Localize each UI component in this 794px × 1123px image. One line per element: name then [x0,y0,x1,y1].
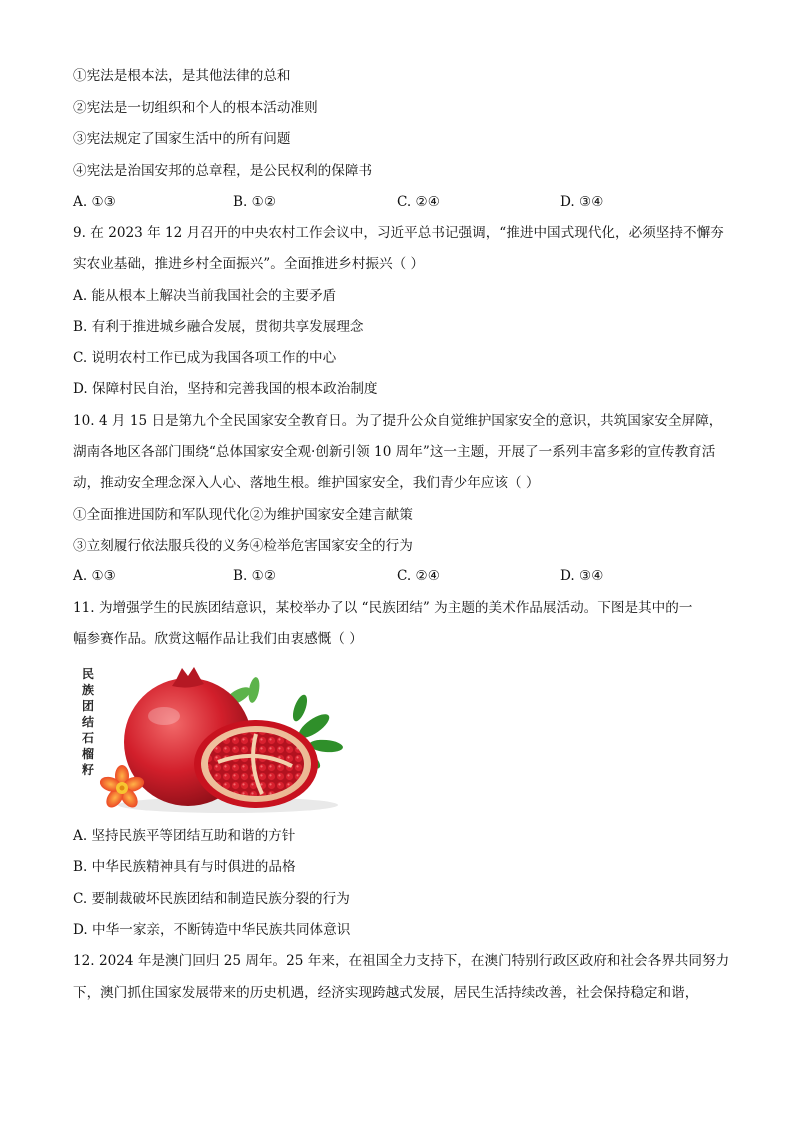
q9-option-b: B. 有利于推进城乡融合发展，贯彻共享发展理念 [73,319,364,335]
q10-option-a: A. ①③ [73,568,116,584]
q10-option-d: D. ③④ [560,568,604,584]
caption-char-1: 民 [81,667,95,681]
q8-statement-4: ④宪法是治国安邦的总章程，是公民权利的保障书 [73,163,373,179]
caption-char-6: 榴 [81,747,95,761]
q9-option-d: D. 保障村民自治，坚持和完善我国的根本政治制度 [73,381,378,397]
q11-option-c: C. 要制裁破坏民族团结和制造民族分裂的行为 [73,891,350,907]
q10-stem-line-3: 动，推动安全理念深入人心、落地生根。维护国家安全，我们青少年应该（ ） [73,475,540,491]
q10-option-c: C. ②④ [397,568,440,584]
q11-option-a: A. 坚持民族平等团结互助和谐的方针 [73,828,296,844]
q8-option-d: D. ③④ [560,194,604,210]
caption-char-4: 结 [81,715,95,729]
q10-statements-2: ③立刻履行依法服兵役的义务④检举危害国家安全的行为 [73,538,413,554]
q9-option-c: C. 说明农村工作已成为我国各项工作的中心 [73,350,337,366]
q8-options [73,193,733,211]
q8-statement-3: ③宪法规定了国家生活中的所有问题 [73,131,291,147]
q10-statements-1: ①全面推进国防和军队现代化②为维护国家安全建言献策 [73,507,413,523]
q10-option-b: B. ①② [233,568,277,584]
q12-stem-line-2: 下，澳门抓住国家发展带来的历史机遇，经济实现跨越式发展，居民生活持续改善，社会保持稳定和谐， [73,985,699,1001]
q11-stem-line-2: 幅参赛作品。欣赏这幅作品让我们由衷感慨（ ） [73,631,363,647]
q9-stem-line-2: 实农业基础，推进乡村全面振兴”。全面推进乡村振兴（ ） [73,256,425,272]
q11-option-b: B. 中华民族精神具有与时俱进的品格 [73,859,296,875]
q11-option-d: D. 中华一家亲，不断铸造中华民族共同体意识 [73,922,351,938]
caption-char-3: 团 [81,699,95,713]
q12-stem-line-1: 12. 2024 年是澳门回归 25 周年。25 年来，在祖国全力支持下，在澳门特别行政区政府和社会各界共同努力 [73,953,730,969]
q9-stem-line-1: 9. 在 2023 年 12 月召开的中央农村工作会议中，习近平总书记强调，“推进中国式现代化，必须坚持不懈夯 [73,225,724,241]
q10-options [73,567,733,585]
q8-statement-1: ①宪法是根本法，是其他法律的总和 [73,68,291,84]
q9-option-a: A. 能从根本上解决当前我国社会的主要矛盾 [73,288,337,304]
q10-stem-line-2: 湖南各地区各部门围绕“总体国家安全观·创新引领 10 周年”这一主题，开展了一系列丰富多彩的宣传教育活 [73,444,716,460]
pomegranate-illustration [78,664,344,814]
q8-option-b: B. ①② [233,194,277,210]
q8-option-a: A. ①③ [73,194,116,210]
q10-stem-line-1: 10. 4 月 15 日是第九个全民国家安全教育日。为了提升公众自觉维护国家安全的意识，共筑国家安全屏障， [73,413,723,429]
caption-char-7: 籽 [81,763,95,777]
q11-stem-line-1: 11. 为增强学生的民族团结意识，某校举办了以 “民族团结” 为主题的美术作品展活动。下图是其中的一 [73,600,693,616]
q8-option-c: C. ②④ [397,194,440,210]
q8-statement-2: ②宪法是一切组织和个人的根本活动准则 [73,100,318,116]
pomegranate-artwork [78,664,344,814]
caption-char-2: 族 [81,683,95,697]
caption-char-5: 石 [81,731,95,745]
